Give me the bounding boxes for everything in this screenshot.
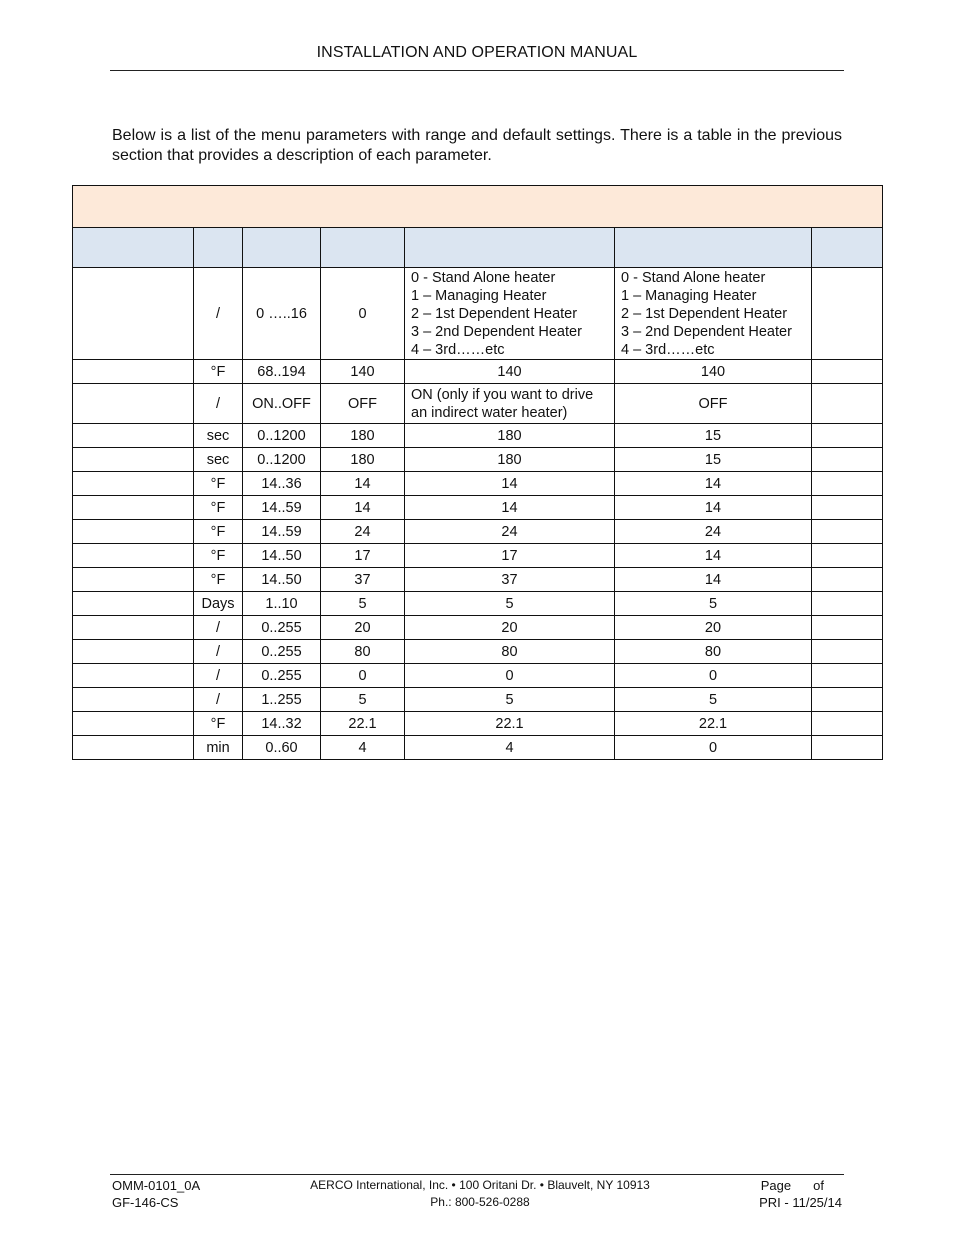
setting-a-cell: 180 (405, 424, 615, 448)
setting-a-cell: 37 (405, 568, 615, 592)
notes-cell (812, 360, 883, 384)
range-cell: 0 …..16 (243, 268, 321, 360)
notes-cell (812, 496, 883, 520)
header-divider (110, 70, 844, 71)
setting-b-cell: 14 (615, 544, 812, 568)
table-row (73, 448, 883, 472)
notes-cell (812, 472, 883, 496)
param-cell (73, 360, 194, 384)
param-cell (73, 384, 194, 424)
param-cell (73, 616, 194, 640)
range-cell: 14..50 (243, 568, 321, 592)
setting-b-line: 2 – 1st Dependent Heater (621, 305, 788, 322)
unit-cell: / (194, 664, 243, 688)
default-cell: OFF (321, 384, 405, 424)
footer-center (280, 1177, 680, 1211)
setting-b-line: 1 – Managing Heater (621, 287, 757, 304)
default-cell: 37 (321, 568, 405, 592)
table-row (73, 520, 883, 544)
notes-cell (812, 736, 883, 760)
unit-cell: / (194, 384, 243, 424)
setting-a-cell: 17 (405, 544, 615, 568)
notes-cell (812, 544, 883, 568)
setting-a-cell: 14 (405, 472, 615, 496)
notes-cell (812, 424, 883, 448)
unit-cell: / (194, 640, 243, 664)
header-cell-setting-b (615, 228, 812, 268)
param-cell (73, 424, 194, 448)
setting-b-cell: 15 (615, 448, 812, 472)
unit-cell: °F (194, 712, 243, 736)
table-row (73, 360, 883, 384)
revision-date: PRI - 11/25/14 (759, 1195, 842, 1210)
setting-b-line: 4 – 3rd……etc (621, 341, 715, 358)
setting-a-cell: 14 (405, 496, 615, 520)
notes-cell (812, 616, 883, 640)
setting-b-cell: 14 (615, 472, 812, 496)
page-label: Page (760, 1178, 792, 1193)
range-cell: 14..50 (243, 544, 321, 568)
unit-cell: Days (194, 592, 243, 616)
default-cell: 180 (321, 448, 405, 472)
setting-b-cell: 140 (615, 360, 812, 384)
default-cell: 14 (321, 472, 405, 496)
table-row (73, 496, 883, 520)
table-title-row (73, 186, 883, 228)
setting-a-cell: 5 (405, 688, 615, 712)
header-cell-default (321, 228, 405, 268)
setting-a-cell: 5 (405, 592, 615, 616)
default-cell: 180 (321, 424, 405, 448)
company-address: AERCO International, Inc. • 100 Oritani Dr. • Blauvelt, NY 10913 (310, 1178, 650, 1192)
setting-a-line: an indirect water heater) (411, 404, 568, 421)
unit-cell: / (194, 268, 243, 360)
unit-cell: sec (194, 448, 243, 472)
notes-cell (812, 448, 883, 472)
setting-a-cell: 24 (405, 520, 615, 544)
range-cell: 0..1200 (243, 424, 321, 448)
param-cell (73, 712, 194, 736)
notes-cell (812, 664, 883, 688)
param-cell (73, 472, 194, 496)
range-cell: 14..59 (243, 520, 321, 544)
param-cell (73, 688, 194, 712)
setting-b-cell (615, 268, 812, 360)
param-cell (73, 736, 194, 760)
setting-b-cell: 5 (615, 688, 812, 712)
table-row (73, 268, 883, 360)
setting-b-line: 0 - Stand Alone heater (621, 269, 766, 286)
setting-a-line: 2 – 1st Dependent Heater (411, 305, 578, 322)
param-cell (73, 268, 194, 360)
setting-a-cell: 20 (405, 616, 615, 640)
page-header-title: INSTALLATION AND OPERATION MANUAL (316, 44, 638, 61)
of-label: of (813, 1178, 824, 1193)
default-cell: 5 (321, 688, 405, 712)
setting-a-line: 1 – Managing Heater (411, 287, 547, 304)
range-cell: 14..59 (243, 496, 321, 520)
setting-a-cell: 0 (405, 664, 615, 688)
range-cell: 1..255 (243, 688, 321, 712)
setting-b-cell: 15 (615, 424, 812, 448)
param-cell (73, 568, 194, 592)
setting-a-line: ON (only if you want to drive (411, 386, 594, 403)
table-row (73, 712, 883, 736)
notes-cell (812, 592, 883, 616)
table-row (73, 688, 883, 712)
notes-cell (812, 640, 883, 664)
setting-a-line: 0 - Stand Alone heater (411, 269, 556, 286)
unit-cell: °F (194, 544, 243, 568)
table-title-cell (73, 186, 883, 228)
notes-cell (812, 688, 883, 712)
notes-cell (812, 268, 883, 360)
company-phone: Ph.: 800-526-0288 (430, 1195, 530, 1209)
setting-a-cell: 180 (405, 448, 615, 472)
default-cell: 0 (321, 268, 405, 360)
setting-b-cell: 5 (615, 592, 812, 616)
notes-cell (812, 712, 883, 736)
form-number: GF-146-CS (112, 1195, 179, 1210)
doc-number: OMM-0101_0A (112, 1178, 201, 1193)
setting-b-cell: 80 (615, 640, 812, 664)
range-cell: 68..194 (243, 360, 321, 384)
default-cell: 20 (321, 616, 405, 640)
default-cell: 22.1 (321, 712, 405, 736)
table-row (73, 544, 883, 568)
param-cell (73, 592, 194, 616)
table-row (73, 664, 883, 688)
table-row (73, 472, 883, 496)
range-cell: 0..60 (243, 736, 321, 760)
table-row (73, 736, 883, 760)
param-cell (73, 640, 194, 664)
notes-cell (812, 520, 883, 544)
range-cell: ON..OFF (243, 384, 321, 424)
unit-cell: °F (194, 520, 243, 544)
unit-cell: °F (194, 472, 243, 496)
unit-cell: / (194, 616, 243, 640)
footer-left (112, 1177, 200, 1211)
setting-b-cell: 0 (615, 664, 812, 688)
setting-b-cell: 24 (615, 520, 812, 544)
intro-paragraph: Below is a list of the menu parameters with range and default settings. There is a table in the previous section that provides a description of each parameter. (112, 127, 842, 164)
default-cell: 5 (321, 592, 405, 616)
table-row (73, 568, 883, 592)
default-cell: 17 (321, 544, 405, 568)
header-cell-range (243, 228, 321, 268)
setting-a-cell (405, 384, 615, 424)
default-cell: 0 (321, 664, 405, 688)
header-cell-unit (194, 228, 243, 268)
unit-cell: °F (194, 360, 243, 384)
setting-a-cell: 22.1 (405, 712, 615, 736)
setting-a-line: 3 – 2nd Dependent Heater (411, 323, 582, 340)
unit-cell: °F (194, 568, 243, 592)
range-cell: 1..10 (243, 592, 321, 616)
setting-a-line: 4 – 3rd……etc (411, 341, 505, 358)
table-row (73, 592, 883, 616)
table-row (73, 616, 883, 640)
setting-a-cell: 140 (405, 360, 615, 384)
setting-b-cell: 14 (615, 496, 812, 520)
range-cell: 0..1200 (243, 448, 321, 472)
header-cell-parameter (73, 228, 194, 268)
header-cell-setting-a (405, 228, 615, 268)
header-cell-notes (812, 228, 883, 268)
range-cell: 14..36 (243, 472, 321, 496)
notes-cell (812, 568, 883, 592)
setting-a-cell (405, 268, 615, 360)
setting-b-line: 3 – 2nd Dependent Heater (621, 323, 792, 340)
default-cell: 14 (321, 496, 405, 520)
menu-parameters-table (72, 185, 883, 760)
range-cell: 14..32 (243, 712, 321, 736)
setting-b-cell: 20 (615, 616, 812, 640)
unit-cell: min (194, 736, 243, 760)
setting-a-cell: 80 (405, 640, 615, 664)
unit-cell: sec (194, 424, 243, 448)
table-header-row (73, 228, 883, 268)
setting-a-cell: 4 (405, 736, 615, 760)
page-indicator (700, 1177, 842, 1194)
range-cell: 0..255 (243, 616, 321, 640)
param-cell (73, 496, 194, 520)
param-cell (73, 664, 194, 688)
param-cell (73, 520, 194, 544)
footer-divider (110, 1174, 844, 1175)
table-row (73, 384, 883, 424)
unit-cell: °F (194, 496, 243, 520)
setting-b-cell: 14 (615, 568, 812, 592)
notes-cell (812, 384, 883, 424)
setting-b-cell: OFF (615, 384, 812, 424)
default-cell: 24 (321, 520, 405, 544)
unit-cell: / (194, 688, 243, 712)
default-cell: 4 (321, 736, 405, 760)
range-cell: 0..255 (243, 664, 321, 688)
param-cell (73, 448, 194, 472)
default-cell: 80 (321, 640, 405, 664)
range-cell: 0..255 (243, 640, 321, 664)
table-row (73, 640, 883, 664)
param-cell (73, 544, 194, 568)
table-row (73, 424, 883, 448)
footer-right (700, 1177, 842, 1211)
default-cell: 140 (321, 360, 405, 384)
setting-b-cell: 0 (615, 736, 812, 760)
setting-b-cell: 22.1 (615, 712, 812, 736)
